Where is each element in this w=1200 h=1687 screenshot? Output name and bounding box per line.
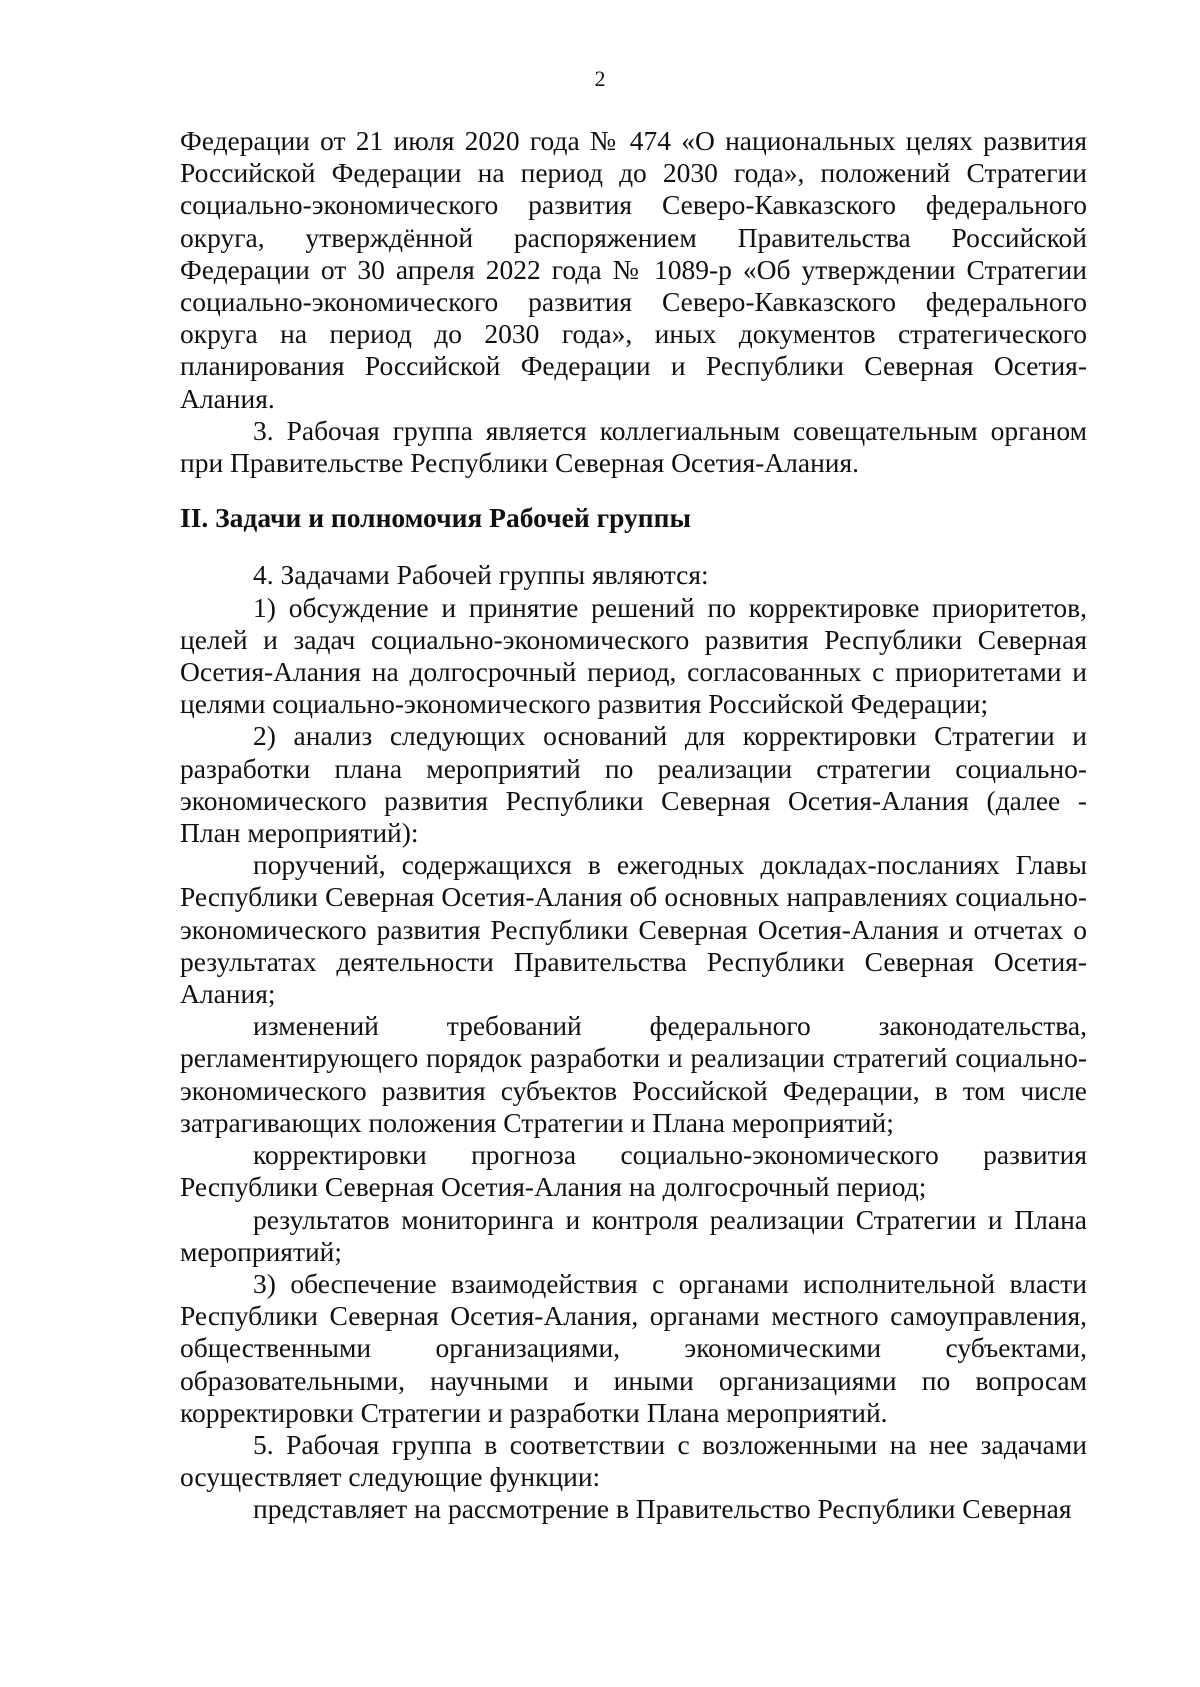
section-heading: II. Задачи и полномочия Рабочей группы [180, 502, 691, 534]
paragraph-function-1: представляет на рассмотрение в Правительство Республики Северная [253, 1493, 1072, 1525]
paragraph-bullet-monitoring: результатов мониторинга и контроля реализации Стратегии и Плана мероприятий; [180, 1203, 1087, 1267]
paragraph-subitem-3: 3) обеспечение взаимодействия с органами исполнительной власти Республики Северная Осетия-Алания, органами местного самоуправления, общественными организациями, экономическими субъектами, образовательными, научными и иными организациями по вопросам корректировки Стратегии и разработки Плана мероприятий. [180, 1267, 1087, 1428]
paragraph-continuation: Федерации от 21 июля 2020 года № 474 «О национальных целях развития Российской Федерации на период до 2030 года», положений Стратегии социально-экономического развития Северо-Кавказского федерального округа, утверждённой распоряжением Правительства Российской Федерации от 30 апреля 2022 года № 1089-р «Об утверждении Стратегии социально-экономического развития Северо-Кавказского федерального округа на период до 2030 года», иных документов стратегического планирования Российской Федерации и Республики Северная Осетия-Алания. [180, 125, 1087, 414]
paragraph-item-3: 3. Рабочая группа является коллегиальным совещательным органом при Правительстве Республики Северная Осетия-Алания. [180, 414, 1087, 479]
paragraph-bullet-legislation: изменений требований федерального законодательства, регламентирующего порядок разработки и реализации стратегий социально-экономического развития субъектов Российской Федерации, в том числе затрагивающих положения Стратегии и Плана мероприятий; [180, 1010, 1087, 1138]
page-number: 2 [594, 66, 606, 91]
paragraph-subitem-2: 2) анализ следующих оснований для корректировки Стратегии и разработки плана мероприятий по реализации стратегии социально-экономического развития Республики Северная Осетия-Алания (далее - План мероприятий): [180, 720, 1087, 849]
document-body [180, 125, 1087, 1526]
paragraph-item-5: 5. Рабочая группа в соответствии с возложенными на нее задачами осуществляет следующие функции: [180, 1428, 1087, 1493]
paragraph-item-4: 4. Задачами Рабочей группы являются: [253, 559, 709, 591]
paragraph-bullet-instructions: поручений, содержащихся в ежегодных докладах-посланиях Главы Республики Северная Осетия-Алания об основных направлениях социально-экономического развития Республики Северная Осетия-Алания и отчетах о результатах деятельности Правительства Республики Северная Осетия-Алания; [180, 849, 1087, 1010]
paragraph-bullet-forecast: корректировки прогноза социально-экономического развития Республики Северная Осетия-Алания на долгосрочный период; [180, 1139, 1087, 1203]
paragraph-subitem-1: 1) обсуждение и принятие решений по корректировке приоритетов, целей и задач социально-экономического развития Республики Северная Осетия-Алания на долгосрочный период, согласованных с приоритетами и целями социально-экономического развития Российской Федерации; [180, 591, 1087, 720]
